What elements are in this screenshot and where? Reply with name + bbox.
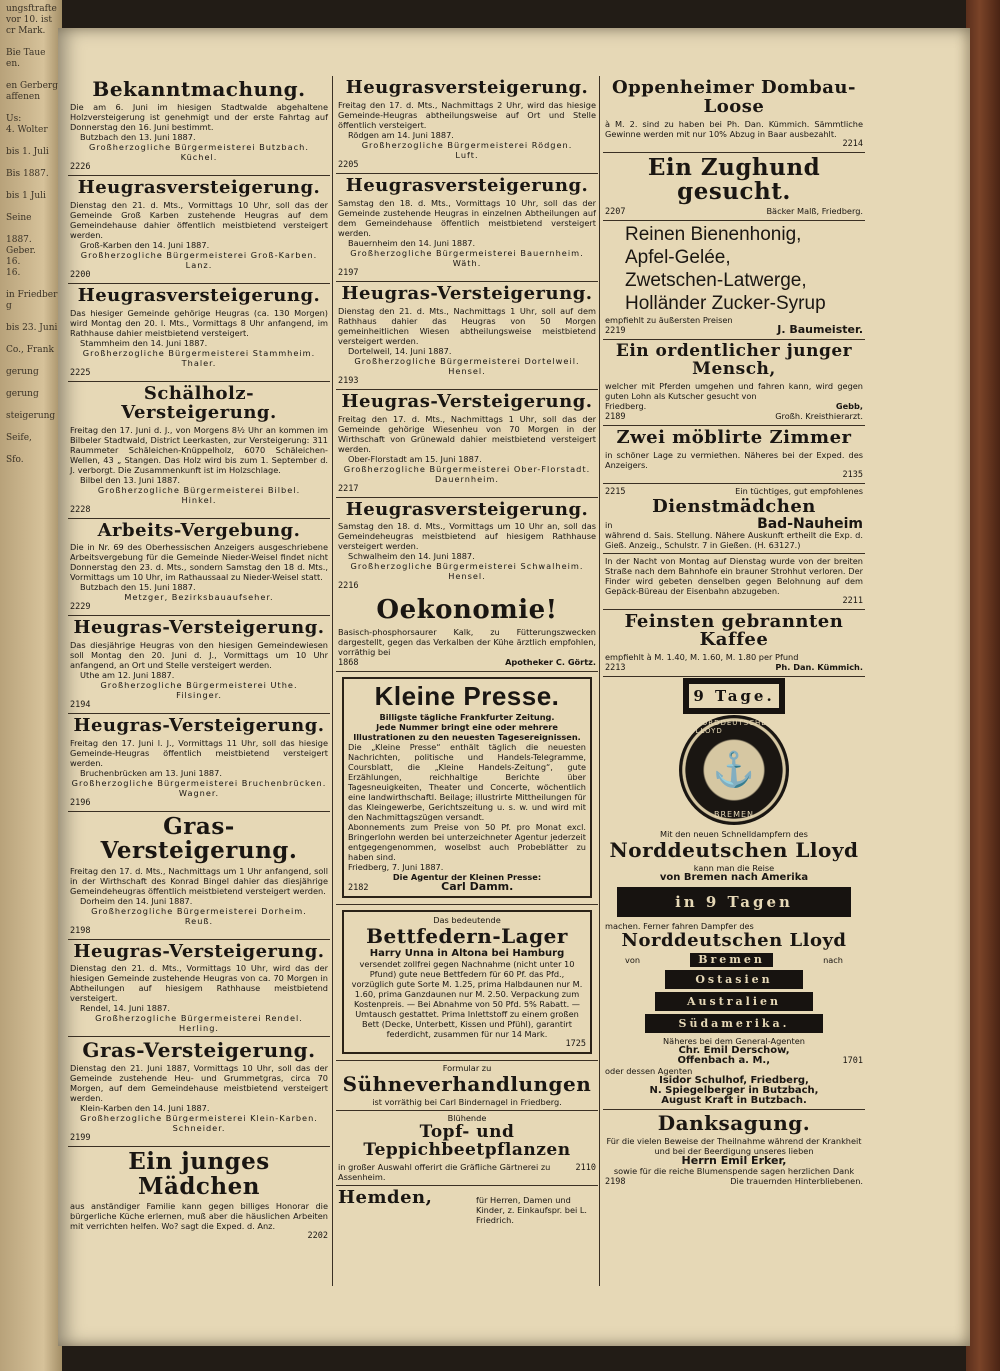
lloyd-line: von Bremen nach Amerika (659, 872, 809, 884)
ad-place: Bauernheim den 14. Juni 1887. (348, 237, 476, 248)
ad-place: Bilbel den 13. Juni 1887. (80, 474, 181, 485)
ad-heading: Heugras-Versteigerung. (73, 617, 325, 639)
ad-place: Bad-Nauheim (757, 515, 863, 532)
ad-name: Luft. (455, 149, 479, 160)
ad-text: versendet zollfrei gegen Nachnahme (nicht unter 10 Pfund) gute neue Bettfedern für 60 Pf. das Pfd., vorzüglich gute Sorte M. 1.25, prima Halbdaunen nur M. 1.60, prima Ganzdaunen nur M. 2.50. Verpackung zum Kostenpreis. — Bei Abnahme von 50 Pfd. 5% Rabatt. — Umtausch gestattet. Prima Inlettstoff zu einem großen Bett (Decke, Unterbett, Kissen und Pfühl), garantirt federdicht, zusammen für nur 14 Mark. (351, 959, 583, 1040)
lloyd-von: von (625, 955, 641, 966)
lloyd-emblem (679, 715, 789, 825)
kleine-presse-box (342, 677, 592, 898)
ad-number: 2202 (307, 1230, 328, 1241)
ad-text: à M. 2. sind zu haben bei Ph. Dan. Kümmich. Sämmtliche Gewinne werden mit nur 10% Abzug in Baar ausbezahlt. (605, 118, 863, 139)
ad-place: Friedberg, 7. Juni 1887. (348, 862, 444, 873)
ad-text: Freitag den 17. d. Mts., Nachmittags 2 Uhr, wird das hiesige Gemeinde-Heugras abtheilungsweise auf Ort und Stelle öffentlich versteigert. (338, 99, 596, 130)
ad-place: Schwalheim den 14. Juni 1887. (348, 551, 475, 562)
ad-sign: Großherzogliche Bürgermeisterei Bilbel. (97, 484, 301, 495)
ad-honig (603, 221, 865, 340)
ad-text: Freitag den 17. Juni d. J., von Morgens 8½ Uhr an kommen im Bilbeler Stadtwald, District Leerkasten, zur Versteigerung: 311 Raummeter Schäleichen-Knüppelholz, 6070 Schäleichen-Wellen, 43 „ Stangen. Das Holz wird bis zum 1. September d. J. verborgt. Die Zusammenkunft ist im Holzschlage. (70, 424, 328, 475)
product-item: Reinen Bienenhonig, (625, 224, 802, 246)
ad-number: 2215 (605, 486, 626, 497)
ad-hemden (336, 1186, 598, 1228)
ad-heading: Heugras-Versteigerung. (341, 282, 593, 304)
ad-text: Basisch-phosphorsaurer Kalk, zu Fütterungszwecken dargestellt, gegen das Verkalben der Kühe ärztlich empfohlen, vorräthig bei (338, 626, 596, 657)
ad-text: aus anständiger Familie kann gegen billiges Honorar die bürgerliche Küche erlernen, muß aber die häuslichen Arbeiten mit verrichten helfen. Wo? sagt die Exped. d. Anz. (70, 1200, 328, 1231)
ad-name: Herling. (178, 1023, 220, 1034)
ad-heading: Heugrasversteigerung. (77, 177, 321, 198)
lloyd-heading-2: Norddeutschen Lloyd (621, 930, 847, 952)
ad-number: 2135 (842, 469, 863, 480)
ad-notice (68, 76, 330, 176)
ad-name: Filsinger. (176, 690, 222, 701)
ad-place: Butzbach den 15. Juni 1887. (80, 582, 196, 593)
ad-place: Uthe am 12. Juni 1887. (80, 670, 175, 681)
ad-text: während d. Sais. Stellung. Nähere Auskunft ertheilt die Exp. d. Gieß. Anzeig., Schulstr. 7 in Gießen. (H. 63127.) (605, 529, 863, 550)
ad-text: Dienstag den 21. d. Mts., Nachmittags 1 Uhr, soll auf dem Rathhaus dahier das Heugras von 50 Morgen gemeinheitlichen Wiesen abtheilungsweise meistbietend versteigert werden. (338, 305, 596, 346)
ad-text: in großer Auswahl offerirt die Gräfliche Gärtnerei zu Assenheim. (338, 1161, 551, 1182)
ad-sign: Großherzogliche Bürgermeisterei Butzbach. (89, 142, 309, 152)
ad-heading: Feinsten gebrannten Kaffee (624, 610, 844, 651)
ad-pretitle: Ein tüchtiges, gut empfohlenes (735, 485, 863, 496)
ad-heading: Arbeits-Vergebung. (97, 519, 301, 541)
ad-subtitle: Billigste tägliche Frankfurter Zeitung. (379, 712, 555, 723)
ad-name: Hensel. (448, 571, 486, 582)
ad-number: 2182 (348, 883, 369, 894)
column-middle (336, 76, 598, 1291)
ad-heading: Zwei möblirte Zimmer (616, 426, 852, 448)
ad-place: Bruchenbrücken am 13. Juni 1887. (80, 768, 222, 779)
ad-text: In der Nacht von Montag auf Dienstag wurde von der breiten Straße nach dem Bahnhofe ein brauner Strohhut verloren. Der Finder wird gebeten denselben gegen Belohnung auf dem Gepäck-Büreau der Eisenbahn abzugeben. (605, 555, 863, 596)
lloyd-line: kann man die Reise (693, 863, 775, 874)
ad-name: Hensel. (448, 365, 486, 376)
ad-heading: Heugrasversteigerung. (345, 174, 589, 196)
ad-text: Samstag den 18. d. Mts., Vormittags um 10 Uhr an, soll das Gemeindeheugras meistbietend auf hiesigem Rathhause versteigert werden. (338, 521, 596, 552)
ad-text: in schöner Lage zu vermiethen. Näheres bei der Exped. des Anzeigers. (605, 449, 863, 470)
ad-text: empfiehlt à M. 1.40, M. 1.60, M. 1.80 per Pfund (605, 652, 799, 663)
column-right (603, 76, 865, 1291)
ad-zughund (603, 153, 865, 221)
ad-name: Hinkel. (181, 494, 217, 505)
lloyd-city: Offenbach a. M., (677, 1055, 771, 1067)
lloyd-destination: Australien (655, 992, 813, 1011)
ad-heading: Bekanntmachung. (92, 77, 306, 101)
lloyd-destination: Ostasien (665, 970, 803, 989)
ad-topf (336, 1111, 598, 1186)
lloyd-line: machen. Ferner fahren Dampfer des (605, 921, 754, 932)
ad-heading: Heugras-Versteigerung. (341, 390, 593, 412)
lloyd-destination: Südamerika. (645, 1014, 823, 1033)
ad-text: Das diesjährige Heugras von den hiesigen Gemeindewiesen soll Montag den 20. Juni d. J., Vormittags um 10 Uhr anfangend, an Ort und Stelle versteigert werden. (70, 640, 328, 671)
ad-heading: Schälholz-Versteigerung. (121, 382, 277, 423)
ad-heading: Topf- und Teppichbeetpflanzen (363, 1122, 571, 1160)
ad-oekonomie (336, 594, 598, 671)
ad-heading: Heugrasversteigerung. (77, 284, 321, 306)
ad-sign: Großherzogliche Bürgermeisterei Schwalheim. (350, 561, 584, 572)
ad-heading: Heugrasversteigerung. (345, 77, 589, 98)
ad-kaffee (603, 610, 865, 678)
ad-sign: Großherzogliche Bürgermeisterei Bauernheim. (350, 247, 584, 258)
ad-text: für Herren, Damen und Kinder, z. Einkaufspr. bei L. Friedrich. (476, 1194, 588, 1225)
ad-number: 2219 (605, 326, 626, 337)
ad-text: empfiehlt zu äußersten Preisen (605, 315, 733, 326)
product-item: Apfel-Gelée, (625, 247, 731, 269)
ad-danksagung (603, 1110, 865, 1190)
ad-heading: Heugras-Versteigerung. (73, 940, 325, 962)
lloyd-sub-line: oder dessen Agenten (605, 1066, 693, 1077)
ad-sign: Großherzogliche Bürgermeisterei Bruchenbrücken. (71, 778, 327, 789)
ad-notice (68, 714, 330, 812)
ad-text: ist vorräthig bei Carl Bindernagel in Friedberg. (372, 1097, 562, 1108)
ad-number: 2196 (70, 798, 91, 809)
ad-title: Großh. Kreisthierarzt. (775, 410, 863, 421)
ad-sign: Großherzogliche Bürgermeisterei Klein-Karben. (80, 1113, 318, 1124)
ad-sign: Großherzogliche Bürgermeisterei Dorheim. (91, 905, 307, 916)
ad-name: Bäcker Malß, Friedberg. (766, 206, 863, 217)
ad-sign: Großherzogliche Bürgermeisterei Stammheim. (82, 347, 316, 358)
ad-notice (336, 282, 598, 390)
ad-sign: Großherzogliche Bürgermeisterei Ober-Florstadt. (343, 463, 591, 474)
ad-place: Klein-Karben den 14. Juni 1887. (80, 1103, 210, 1114)
lloyd-subagent: N. Spiegelberger in Butzbach, (649, 1085, 819, 1097)
ad-number: 2194 (70, 700, 91, 711)
ad-number: 2200 (70, 269, 91, 280)
ad-notice (68, 1147, 330, 1243)
lloyd-emblem-bottom: BREMEN (713, 810, 755, 820)
lloyd-line: Mit den neuen Schnelldampfern des (660, 829, 808, 840)
ad-name: Herrn Emil Erker, (681, 1154, 787, 1168)
ad-number: 2225 (70, 367, 91, 378)
ad-name: Küchel. (180, 152, 218, 162)
lloyd-bremen: Bremen (690, 953, 773, 967)
ad-pretitle: Blühende (447, 1113, 487, 1124)
ad-heading: Ein junges Mädchen (128, 1148, 270, 1200)
ad-number: 2214 (842, 138, 863, 149)
ad-text: Freitag den 17. d. Mts., Nachmittags um 1 Uhr anfangend, soll in der Wirthschaft des Konrad Bingel dahier das diesjährige Gemeindeheugras öffentlich meistbietend versteigert werden. (70, 865, 328, 896)
ad-name: Reuß. (184, 915, 214, 926)
ad-pretitle: Das bedeutende (433, 915, 501, 926)
lloyd-nach: nach (823, 955, 843, 966)
ad-number: 2205 (338, 159, 359, 170)
ad-sign: Großherzogliche Bürgermeisterei Rödgen. (361, 139, 573, 150)
ad-notice (336, 498, 598, 595)
ad-mensch (603, 340, 865, 426)
ad-text: welcher mit Pferden umgehen und fahren kann, wird gegen guten Lohn als Kutscher gesucht von (605, 380, 863, 401)
ad-zimmer (603, 426, 865, 484)
product-item: Zwetschen-Latwerge, (625, 270, 807, 292)
ad-sign: Großherzogliche Bürgermeisterei Dortelweil. (354, 355, 580, 366)
ad-place: Dorheim den 14. Juni 1887. (80, 895, 193, 906)
ad-heading: Heugrasversteigerung. (345, 498, 589, 520)
lloyd-subagent: Isidor Schulhof, Friedberg, (659, 1075, 809, 1087)
ad-name: Carl Damm. (441, 880, 514, 894)
ad-heading: Oekonomie! (376, 595, 558, 626)
ad-firm: Harry Unna in Altona bei Hamburg (369, 948, 565, 960)
column-rule (599, 76, 600, 1286)
ad-place: Butzbach den 13. Juni 1887. (80, 132, 196, 142)
ad-notice (336, 174, 598, 282)
ad-text: Für die vielen Beweise der Theilnahme während der Krankheit und bei der Beerdigung unseres lieben (606, 1136, 862, 1157)
ad-number: 2216 (338, 581, 359, 592)
ad-notice (68, 519, 330, 617)
ad-text: Dienstag den 21. Juni 1887, Vormittags 10 Uhr, soll das der Gemeinde zustehende Heu- und Grummetgras, circa 70 Morgen, auf dem Gemeindehause meistbietend versteigert werden. (70, 1063, 328, 1104)
newspaper-page (58, 28, 970, 1346)
ad-text: Samstag den 18. d. Mts., Vormittags 10 Uhr, soll das der Gemeinde zustehende Heugras in einzelnen Abtheilungen auf dem Gemeindehause öffentlich meistbietend versteigert werden. (338, 197, 596, 238)
ad-notice (68, 382, 330, 519)
ad-notice (68, 940, 330, 1038)
ad-text: Dienstag den 21. d. Mts., Vormittags 10 Uhr, soll das der Gemeinde Groß Karben zustehende Heugras auf dem Gemeindehause dahier öffentlich meistbietend versteigert werden. (70, 199, 328, 240)
ad-number: 2229 (70, 602, 91, 613)
ad-pretitle: Formular zu (442, 1063, 492, 1074)
product-item: Holländer Zucker-Syrup (625, 293, 826, 315)
ad-sign: Metzger, Bezirksbauaufseher. (124, 592, 274, 603)
ad-heading: Heugras-Versteigerung. (73, 715, 325, 737)
ad-number: 1868 (338, 657, 359, 668)
ad-text-2: sowie für die reiche Blumenspende sagen herzlichen Dank (613, 1166, 855, 1177)
ad-text: Freitag den 17. Juni l. J., Vormittags 11 Uhr, soll das hiesige Gemeinde-Heugras öffentlich meistbietend versteigert werden. (70, 738, 328, 769)
previous-page-edge (0, 0, 62, 1371)
ad-name: Schneider. (172, 1123, 226, 1134)
ad-number: 2189 (605, 411, 626, 422)
ad-heading: Dienstmädchen (652, 495, 816, 517)
ad-name: Dauernheim. (434, 473, 500, 484)
ad-notice (68, 812, 330, 939)
ad-lloyd (603, 677, 865, 1110)
ad-heading: Kleine Presse. (374, 680, 560, 711)
ad-name: Thaler. (181, 357, 217, 368)
ad-heading: Bettfedern-Lager (366, 924, 568, 949)
lloyd-agent: Chr. Emil Derschow, (678, 1045, 790, 1057)
ad-place: Friedberg. (605, 400, 647, 411)
ad-heading: Danksagung. (657, 1111, 811, 1136)
ad-text: Dienstag den 21. d. Mts., Vormittags 10 Uhr, wird das der hiesigen Gemeinde zustehende Heugras von ca. 70 Morgen in Abtheilungen auf hiesigem Rathhause meistbietend versteigert. (70, 963, 328, 1004)
lloyd-heading: Norddeutschen Lloyd (609, 838, 859, 863)
ad-heading: Hemden, (338, 1186, 433, 1208)
previous-page-fragments: ungsftrafte vor 10. ist cr Mark. Bie Taue en. en Gerbergaffenen Us: 4. Wolter bis 1. Juli Bis 1887. bis 1 Juli Seine 1887. Geber. 16. 16. in Friedberg bis 23. Juni Co., Frank gerung gerung steigerung Seife, Sfo. (6, 4, 58, 465)
ad-place: Ober-Florstadt am 15. Juni 1887. (348, 453, 482, 464)
ad-kleine-presse (336, 672, 598, 905)
ad-abo: Abonnements zum Preise von 50 Pf. pro Monat excl. Bringerlohn werden bei unterzeichneter Agentur jederzeit entgegengenommen, woselbst auch Probeblätter zu haben sind. (348, 822, 586, 863)
ad-heading: Ein Zughund gesucht. (647, 153, 821, 205)
ad-number: 1725 (565, 1039, 586, 1050)
ad-lead: Jede Nummer bringt eine oder mehrere Illustrationen zu den neuesten Tagesereignissen. (353, 722, 581, 743)
ad-number: 2199 (70, 1133, 91, 1144)
ad-place: Rödgen am 14. Juni 1887. (348, 129, 454, 140)
ad-heading: Gras-Versteigerung. (82, 1038, 316, 1063)
ad-place: Rendel, 14. Juni 1887. (80, 1003, 170, 1014)
ad-number: 2217 (338, 483, 359, 494)
ad-number: 2198 (70, 925, 91, 936)
ad-agentur: Die Agentur der Kleinen Presse: (392, 872, 542, 883)
ad-notice (336, 76, 598, 174)
ad-place: Stammheim den 14. Juni 1887. (80, 337, 208, 348)
bettfedern-box (342, 910, 592, 1054)
ad-text: Die „Kleine Presse“ enthält täglich die neuesten Nachrichten, politische und Handels-Telegramme, Coursblatt, die „Kleine Handels-Zeitung“, gute Erzählungen, reichhaltige Berichte über Tagesneuigkeiten, Theater und Concerte, wöchentlich eine landwirthschaftl. Beilage; illustrirte Mittheilungen für das Kleingewerbe, Gerichtszeitung u. s. w. und wird mit den Nachmittagszügen versandt. (348, 742, 586, 823)
ad-bettfedern (336, 905, 598, 1061)
ad-in: in (605, 519, 613, 530)
ad-name: Gebb, (835, 400, 863, 411)
ad-notice (68, 284, 330, 382)
ad-firm: Apotheker C. Görtz. (505, 656, 596, 667)
book-spine (966, 0, 1000, 1371)
ad-notice (68, 616, 330, 714)
ad-number: 2193 (338, 375, 359, 386)
ad-strohhut (603, 554, 865, 610)
ad-number: 2211 (842, 595, 863, 606)
ad-sign: Großherzogliche Bürgermeisterei Groß-Karben. (80, 249, 318, 260)
lloyd-9-tagen-bar: in 9 Tagen (617, 887, 851, 917)
ad-text: Die in Nr. 69 des Oberhessischen Anzeigers ausgeschriebene Arbeitsvergebung für die Gemeinde Nieder-Weisel findet nicht Donnerstag den 23. d. Mts., sondern Samstag den 18 d. Mts., Vormittags um 10 Uhr, im Rathaussaal zu Nieder-Weisel statt. (70, 542, 328, 583)
ad-sign: Großherzogliche Bürgermeisterei Uthe. (100, 680, 298, 691)
ad-number: 2198 (605, 1177, 626, 1188)
lloyd-agent-line: Näheres bei dem General-Agenten (663, 1036, 805, 1047)
ad-heading: Gras-Versteigerung. (100, 813, 298, 865)
anchor-icon: ⚓ (712, 750, 756, 791)
ad-place: Dortelweil, 14. Juni 1887. (348, 345, 452, 356)
ad-name: Wäth. (452, 257, 482, 268)
lloyd-9-tage-box: 9 Tage. (686, 681, 782, 711)
lloyd-emblem-top: NORDDEUTSCHER LLOYD (695, 719, 773, 736)
ad-notice (336, 390, 598, 498)
ad-number: 2226 (70, 162, 91, 172)
ad-text: Freitag den 17. d. Mts., Nachmittags 1 Uhr, soll das der Gemeinde gehörige Wiesenheu von 70 Morgen in der Wirthschaft von Grünewald dahier meistbietend versteigert werden. (338, 413, 596, 454)
ad-number: 2228 (70, 504, 91, 515)
ad-notice (68, 176, 330, 284)
ad-oppenheimer (603, 76, 865, 153)
lloyd-subagent: August Kraft in Butzbach. (661, 1095, 807, 1107)
ad-notice (68, 1037, 330, 1147)
ad-number: 2197 (338, 267, 359, 278)
ad-name: Wagner. (178, 788, 220, 799)
ad-text: Das hiesiger Gemeinde gehörige Heugras (ca. 130 Morgen) wird Montag den 20. l. Mts., Vormittags 8 Uhr anfangend, im Rathhause dahier meistbietend versteigert. (70, 307, 328, 338)
ad-dienstmaedchen (603, 484, 865, 554)
ad-name: Ph. Dan. Kümmich. (775, 662, 863, 673)
ad-heading: Oppenheimer Dombau-Loose (612, 77, 856, 117)
ad-number: 2207 (605, 207, 626, 218)
ad-suehne (336, 1061, 598, 1111)
ad-sign: Die trauernden Hinterbliebenen. (730, 1176, 863, 1187)
ad-number: 2213 (605, 663, 626, 674)
ad-text: Die am 6. Juni im hiesigen Stadtwalde abgehaltene Holzversteigerung ist genehmigt und der erste Fahrtag auf Donnerstag den 16. Juni bestimmt. (70, 102, 328, 132)
ad-heading: Ein ordentlicher junger Mensch, (615, 341, 853, 379)
column-left (68, 76, 330, 1291)
ad-place: Groß-Karben den 14. Juni 1887. (80, 239, 210, 250)
ad-heading: Sühneverhandlungen (342, 1072, 592, 1097)
ad-number: 1701 (842, 1056, 863, 1067)
ad-sign: Großherzogliche Bürgermeisterei Rendel. (95, 1013, 303, 1024)
column-rule (332, 76, 333, 1286)
ad-number: 2110 (575, 1162, 596, 1173)
ad-name: J. Baumeister. (777, 323, 863, 337)
ad-name: Lanz. (185, 259, 213, 270)
